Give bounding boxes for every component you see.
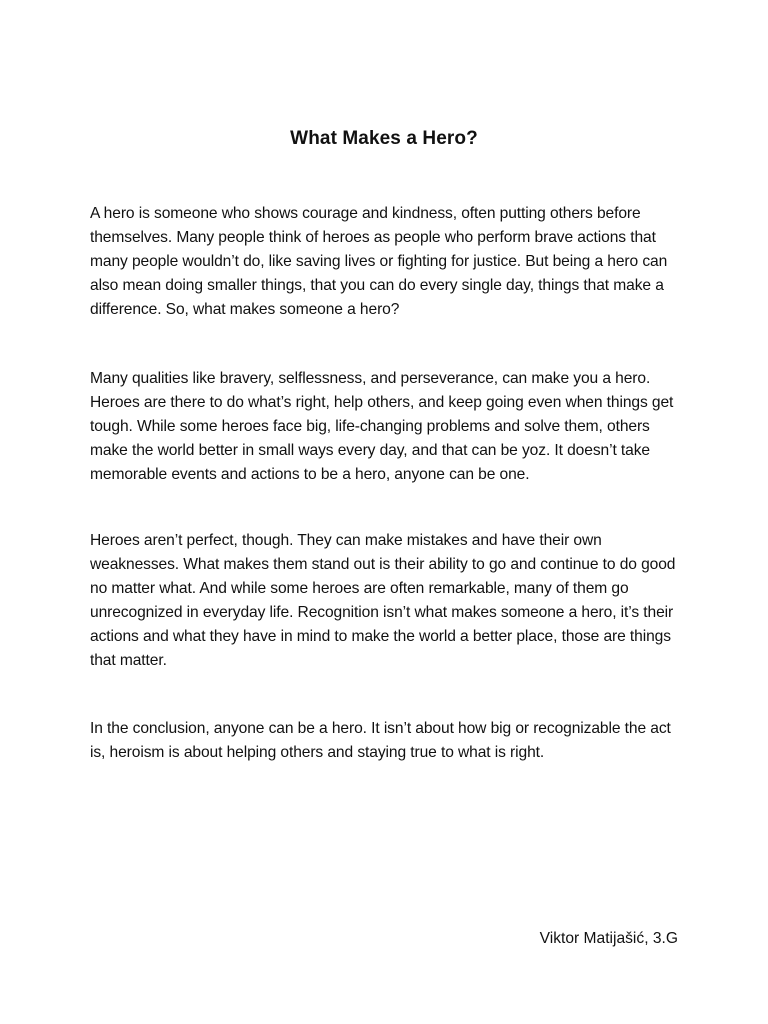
paragraph-imperfection: Heroes aren’t perfect, though. They can make mistakes and have their own weaknesses. What makes them stand out is their ability to go and continue to do good no matter what. And while some heroes are often remarkable, many of them go unrecognized in everyday life. Recognition isn’t what makes someone a hero, it’s their actions and what they have in mind to make the world a better place, those are things that matter.: [90, 532, 676, 669]
paragraph-conclusion: In the conclusion, anyone can be a hero. It isn’t about how big or recognizable the act is, heroism is about helping others and staying true to what is right.: [90, 720, 671, 761]
paragraph-intro: A hero is someone who shows courage and kindness, often putting others before themselves. Many people think of heroes as people who perform brave actions that many people wouldn’t do, like saving lives or fighting for justice. But being a hero can also mean doing smaller things, that you can do every single day, things that make a difference. So, what makes someone a hero?: [90, 205, 668, 318]
document-title: What Makes a Hero?: [290, 128, 478, 149]
author-signature: Viktor Matijašić, 3.G: [539, 930, 678, 947]
paragraph-qualities: Many qualities like bravery, selflessness, and perseverance, can make you a hero. Heroes are there to do what’s right, help others, and keep going even when things get tough. While some heroes face big, life-changing problems and solve them, others make the world better in small ways every day, and that can be yoz. It doesn’t take memorable events and actions to be a hero, anyone can be one.: [90, 370, 674, 483]
